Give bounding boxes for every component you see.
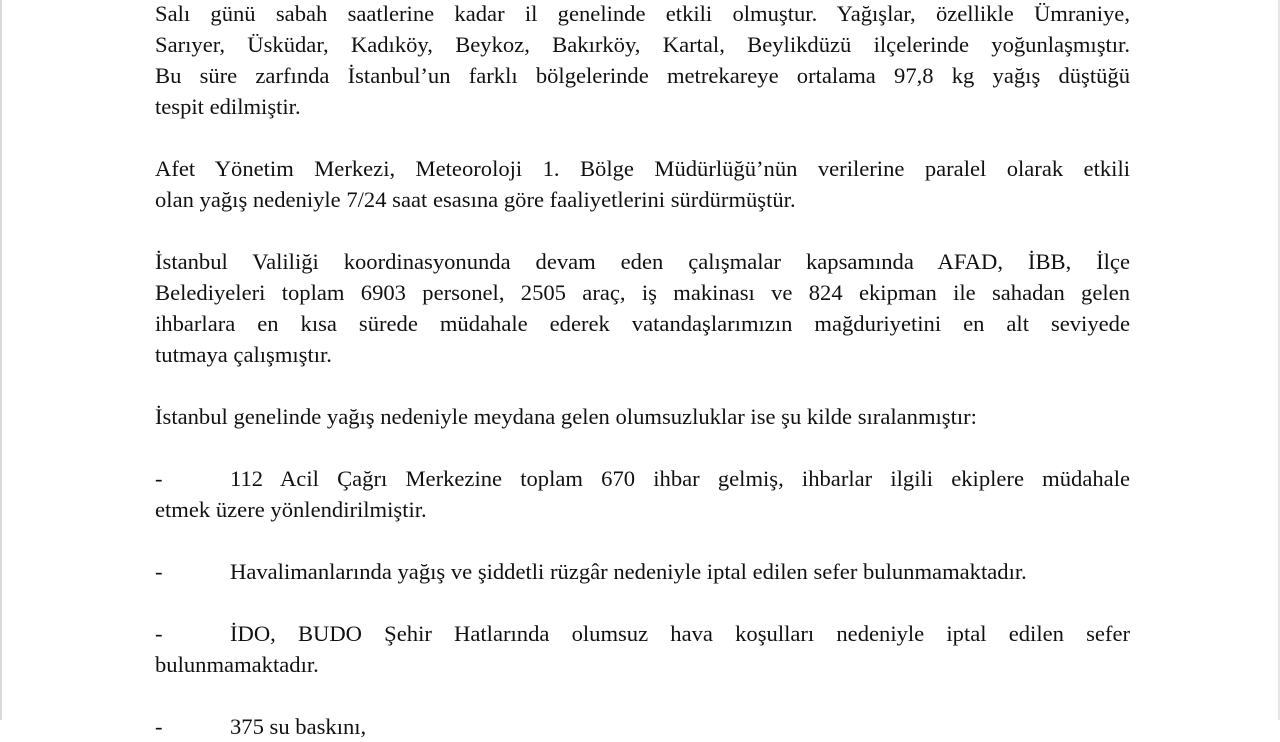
text-line: olan yağış nedeniyle 7/24 saat esasına göre faaliyetlerini sürdürmüştür.: [155, 187, 796, 212]
bullet-dash: -: [155, 621, 163, 646]
bullet-dash: -: [155, 466, 163, 491]
bullet-continuation: etmek üzere yönlendirilmiştir.: [155, 497, 427, 522]
paragraph-rainfall-summary: [155, 0, 1130, 122]
text-line: Sarıyer, Üsküdar, Kadıköy, Beykoz, Bakırköy, Kartal, Beylikdüzü ilçelerinde yoğunlaşmıştır.: [155, 32, 1130, 57]
paragraph-afet-yonetim: [155, 153, 1130, 215]
bullet-item-112-acil: [155, 463, 1130, 525]
text-line: Bu süre zarfında İstanbul’un farklı bölgelerinde metrekareye ortalama 97,8 kg yağış düştüğü: [155, 63, 1130, 88]
paragraph-olumsuzluklar-intro: İstanbul genelinde yağış nedeniyle meydana gelen olumsuzluklar ise şu kilde sıralanmıştır:: [155, 404, 977, 429]
text-line: İstanbul Valiliği koordinasyonunda devam eden çalışmalar kapsamında AFAD, İBB, İlçe: [155, 249, 1130, 274]
bullet-text: 375 su baskını,: [230, 714, 367, 739]
document-body: [155, 0, 1130, 742]
bullet-continuation: bulunmamaktadır.: [155, 652, 319, 677]
text-line: Afet Yönetim Merkezi, Meteoroloji 1. Bölge Müdürlüğü’nün verilerine paralel olarak etkili: [155, 156, 1130, 181]
text-line: ihbarlara en kısa sürede müdahale ederek vatandaşlarımızın mağduriyetini en alt seviyede: [155, 311, 1130, 336]
bullet-dash: -: [155, 559, 163, 584]
bullet-item-ido-budo: [155, 618, 1130, 680]
paragraph-valilik-coordination: [155, 246, 1130, 370]
bullet-text: İDO, BUDO Şehir Hatlarında olumsuz hava koşulları nedeniyle iptal edilen sefer: [230, 621, 1130, 646]
bullet-text: Havalimanlarında yağış ve şiddetli rüzgâr nedeniyle iptal edilen sefer bulunmamaktadır.: [230, 559, 1027, 584]
bullet-dash: -: [155, 714, 163, 739]
bullet-item-havalimanlari: [155, 556, 1130, 587]
text-line: tutmaya çalışmıştır.: [155, 342, 332, 367]
text-line: tespit edilmiştir.: [155, 94, 301, 119]
text-line: Salı günü sabah saatlerine kadar il genelinde etkili olmuştur. Yağışlar, özellikle Ümraniye,: [155, 1, 1130, 26]
bullet-item-su-baskini: [155, 711, 1130, 742]
bullet-text: 112 Acil Çağrı Merkezine toplam 670 ihbar gelmiş, ihbarlar ilgili ekiplere müdahale: [230, 466, 1130, 491]
page-left-edge: [0, 0, 2, 720]
text-line: Belediyeleri toplam 6903 personel, 2505 araç, iş makinası ve 824 ekipman ile sahadan gelen: [155, 280, 1130, 305]
